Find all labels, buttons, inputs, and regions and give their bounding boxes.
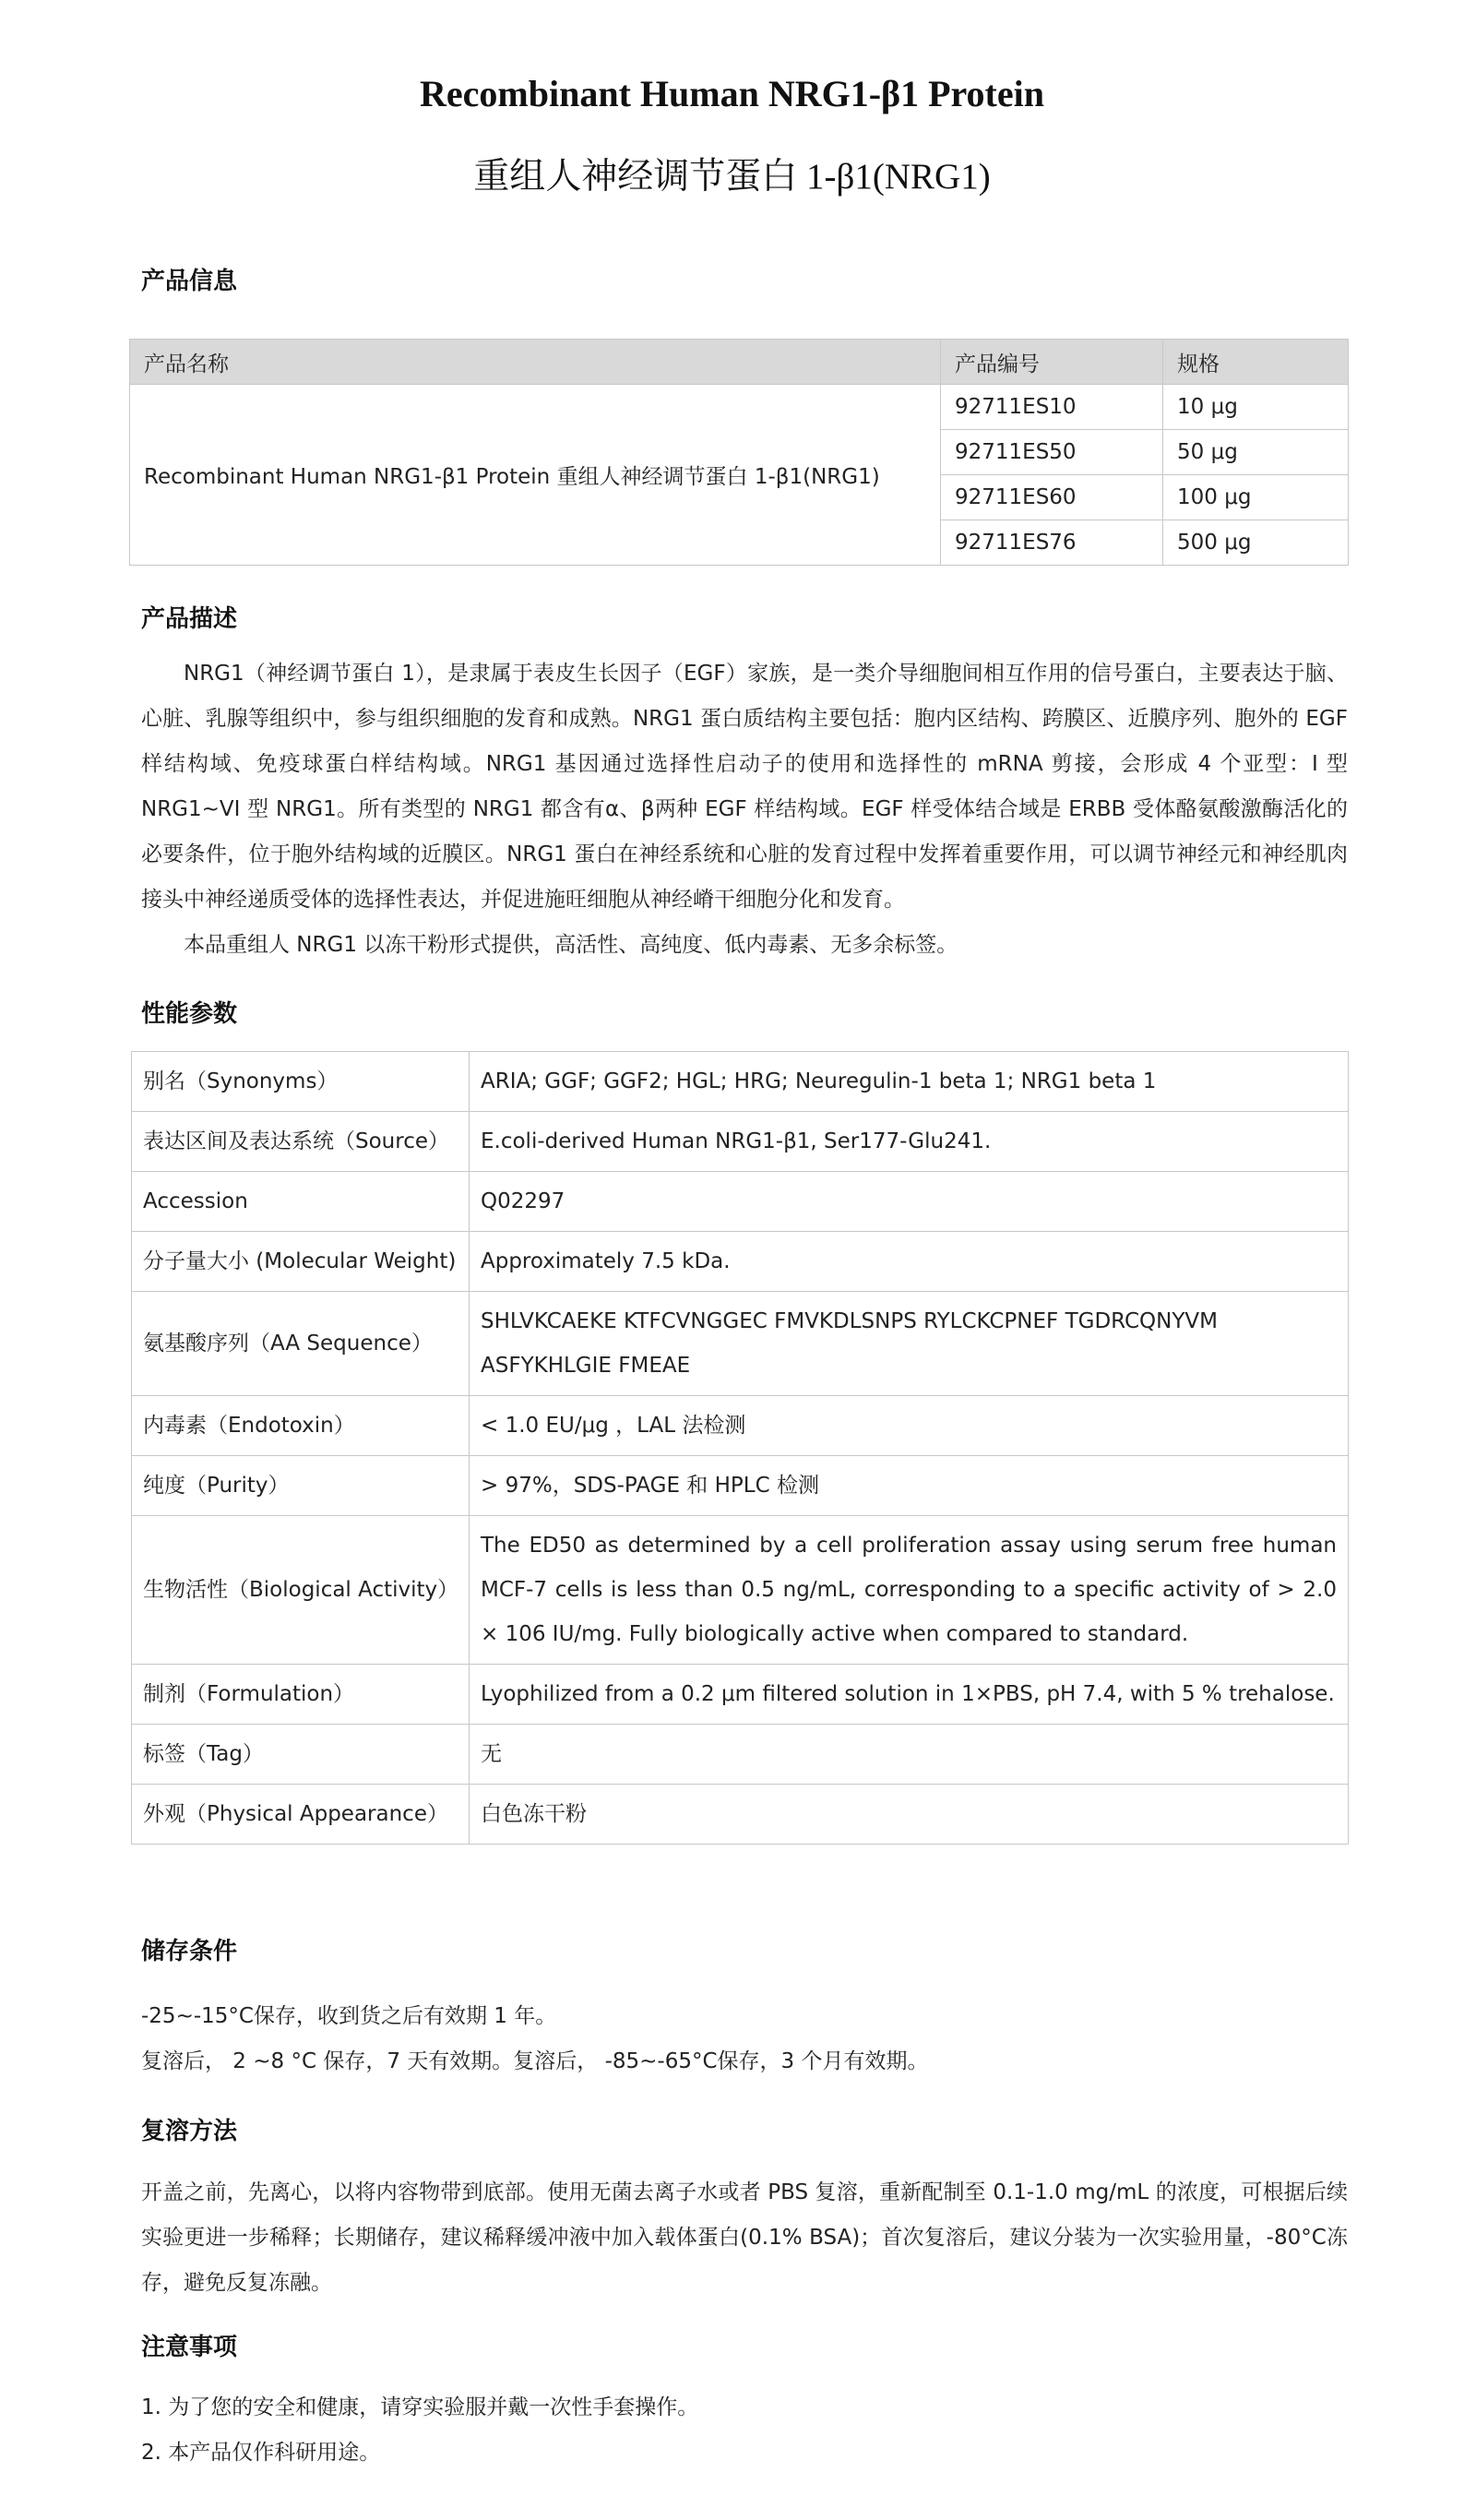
product-spec: 500 μg bbox=[1163, 520, 1349, 566]
param-value-accession: Q02297 bbox=[470, 1172, 1349, 1232]
note-item: 1. 为了您的安全和健康，请穿实验服并戴一次性手套操作。 bbox=[141, 2395, 699, 2419]
col-header-name: 产品名称 bbox=[130, 340, 941, 385]
product-code: 92711ES60 bbox=[941, 475, 1163, 520]
table-row bbox=[132, 1112, 1349, 1172]
table-row bbox=[132, 1785, 1349, 1845]
param-value-aa-sequence: SHLVKCAEKE KTFCVNGGEC FMVKDLSNPS RYLCKCPNEF TGDRCQNYVM ASFYKHLGIE FMEAE bbox=[470, 1292, 1349, 1396]
param-key-formulation: 制剂（Formulation） bbox=[132, 1665, 470, 1725]
param-key-accession: Accession bbox=[132, 1172, 470, 1232]
param-value-appearance: 白色冻干粉 bbox=[470, 1785, 1349, 1845]
note-item: 2. 本产品仅作科研用途。 bbox=[141, 2441, 381, 2465]
description-heading: 产品描述 bbox=[141, 605, 238, 633]
param-key-source: 表达区间及表达系统（Source） bbox=[132, 1112, 470, 1172]
col-header-spec: 规格 bbox=[1163, 340, 1349, 385]
reconstitution-text: 开盖之前，先离心，以将内容物带到底部。使用无菌去离子水或者 PBS 复溶，重新配制至 0.1-1.0 mg/mL 的浓度，可根据后续实验更进一步稀释；长期储存，建议稀释缓冲液中加入载体蛋白(0.1% BSA)；首次复溶后，建议分装为一次实验用量，-80°C冻存，避免反复冻融。 bbox=[141, 2180, 1348, 2295]
storage-line-1: -25~-15°C保存，收到货之后有效期 1 年。 bbox=[141, 2004, 557, 2028]
table-row bbox=[132, 1725, 1349, 1785]
param-value-biological-activity: The ED50 as determined by a cell proliferation assay using serum free human MCF-7 cells is less than 0.5 ng/mL, corresponding to a specific activity of > 2.0 × 106 IU/mg. Fully biologically active when compared to standard. bbox=[470, 1516, 1349, 1665]
table-row bbox=[130, 385, 1349, 430]
param-value-tag: 无 bbox=[470, 1725, 1349, 1785]
param-key-molecular-weight: 分子量大小 (Molecular Weight) bbox=[132, 1232, 470, 1292]
param-value-source: E.coli-derived Human NRG1-β1, Ser177-Glu241. bbox=[470, 1112, 1349, 1172]
param-key-aa-sequence: 氨基酸序列（AA Sequence） bbox=[132, 1292, 470, 1396]
param-value-endotoxin: < 1.0 EU/μg ，LAL 法检测 bbox=[470, 1396, 1349, 1456]
description-paragraph-2: 本品重组人 NRG1 以冻干粉形式提供，高活性、高纯度、低内毒素、无多余标签。 bbox=[184, 933, 958, 957]
params-table bbox=[131, 1051, 1349, 1845]
reconstitution-heading: 复溶方法 bbox=[141, 2118, 238, 2145]
product-code: 92711ES50 bbox=[941, 430, 1163, 475]
table-row bbox=[132, 1665, 1349, 1725]
table-row bbox=[132, 1292, 1349, 1396]
product-spec: 10 μg bbox=[1163, 385, 1349, 430]
description-paragraph-1: NRG1（神经调节蛋白 1），是隶属于表皮生长因子（EGF）家族，是一类介导细胞间相互作用的信号蛋白，主要表达于脑、心脏、乳腺等组织中，参与组织细胞的发育和成熟。NRG1 蛋白质结构主要包括：胞内区结构、跨膜区、近膜序列、胞外的 EGF 样结构域、免疫球蛋白样结构域。NRG1 基因通过选择性启动子的使用和选择性的 mRNA 剪接，会形成 4 个亚型：I 型 NRG1~VI 型 NRG1。所有类型的 NRG1 都含有α、β两种 EGF 样结构域。EGF 样受体结合域是 ERBB 受体酪氨酸激酶活化的必要条件，位于胞外结构域的近膜区。NRG1 蛋白在神经系统和心脏的发育过程中发挥着重要作用，可以调节神经元和神经肌肉接头中神经递质受体的选择性表达，并促进施旺细胞从神经嵴干细胞分化和发育。 bbox=[141, 662, 1348, 912]
product-spec: 100 μg bbox=[1163, 475, 1349, 520]
param-value-synonyms: ARIA; GGF; GGF2; HGL; HRG; Neuregulin-1 beta 1; NRG1 beta 1 bbox=[470, 1052, 1349, 1112]
product-name-cell: Recombinant Human NRG1-β1 Protein 重组人神经调节蛋白 1-β1(NRG1) bbox=[130, 385, 941, 566]
storage-line-2: 复溶后， 2 ~8 °C 保存，7 天有效期。复溶后， -85~-65°C保存，3 个月有效期。 bbox=[141, 2049, 929, 2073]
product-info-table bbox=[129, 339, 1349, 566]
param-value-molecular-weight: Approximately 7.5 kDa. bbox=[470, 1232, 1349, 1292]
product-code: 92711ES76 bbox=[941, 520, 1163, 566]
table-row bbox=[132, 1232, 1349, 1292]
title-chinese: 重组人神经调节蛋白 1-β1(NRG1) bbox=[473, 157, 991, 197]
table-row bbox=[132, 1516, 1349, 1665]
notes-heading: 注意事项 bbox=[141, 2334, 238, 2361]
table-row bbox=[132, 1456, 1349, 1516]
table-header-row bbox=[130, 340, 1349, 385]
param-key-endotoxin: 内毒素（Endotoxin） bbox=[132, 1396, 470, 1456]
param-key-purity: 纯度（Purity） bbox=[132, 1456, 470, 1516]
param-key-biological-activity: 生物活性（Biological Activity） bbox=[132, 1516, 470, 1665]
col-header-code: 产品编号 bbox=[941, 340, 1163, 385]
param-value-purity: > 97%，SDS-PAGE 和 HPLC 检测 bbox=[470, 1456, 1349, 1516]
table-row bbox=[132, 1396, 1349, 1456]
title-english: Recombinant Human NRG1-β1 Protein bbox=[420, 73, 1044, 114]
product-code: 92711ES10 bbox=[941, 385, 1163, 430]
product-spec: 50 μg bbox=[1163, 430, 1349, 475]
table-row bbox=[132, 1052, 1349, 1112]
param-key-synonyms: 别名（Synonyms） bbox=[132, 1052, 470, 1112]
table-row bbox=[132, 1172, 1349, 1232]
param-key-appearance: 外观（Physical Appearance） bbox=[132, 1785, 470, 1845]
params-heading: 性能参数 bbox=[141, 1000, 238, 1028]
param-value-formulation: Lyophilized from a 0.2 μm filtered solution in 1×PBS, pH 7.4, with 5 % trehalose. bbox=[470, 1665, 1349, 1725]
storage-heading: 储存条件 bbox=[141, 1938, 238, 1965]
param-key-tag: 标签（Tag） bbox=[132, 1725, 470, 1785]
product-info-heading: 产品信息 bbox=[141, 268, 238, 295]
